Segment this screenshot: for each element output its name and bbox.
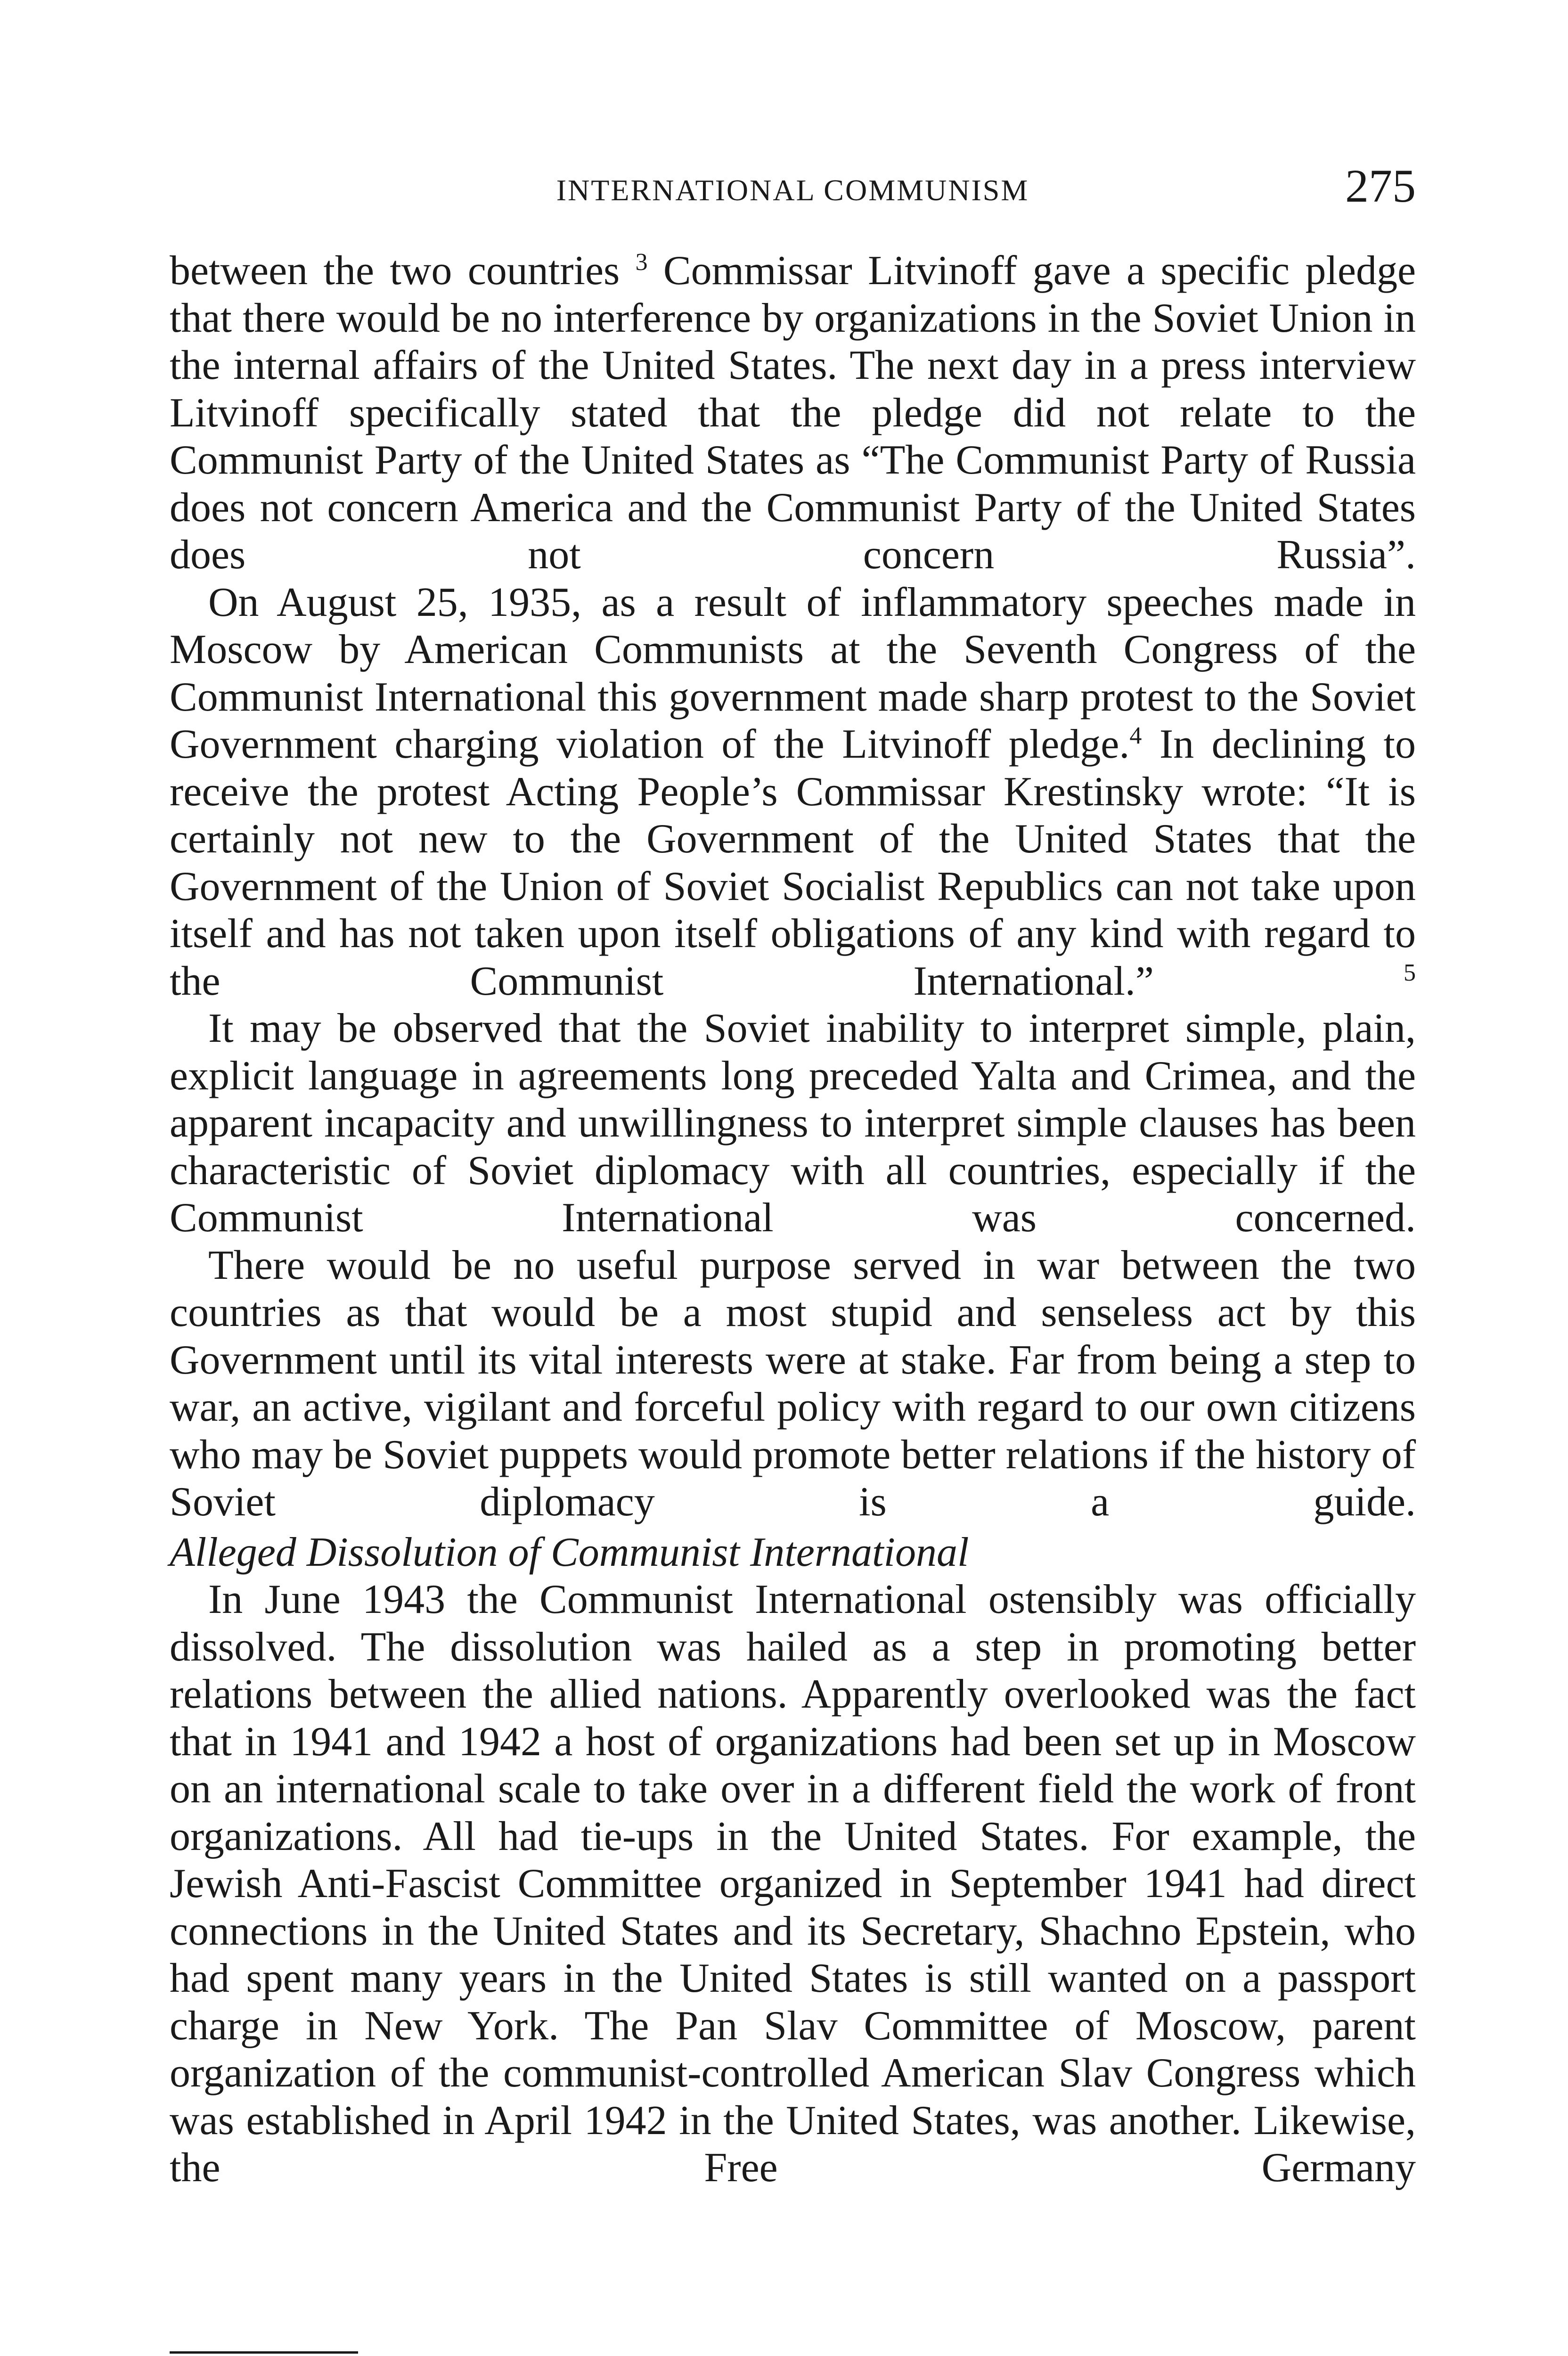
- footnote-rule: [170, 2351, 358, 2354]
- footnote-reference: 4: [1129, 722, 1142, 749]
- paragraph: There would be no useful purpose served in war between the two countries as that would be a most stupid and senseless act by this Government until its vital interests were at stake. Far from being a step to war, an active, vigilant and forceful policy with regard to our own citizens who may be Soviet puppets would promote better relations if the history of Soviet diplomacy is a guide.: [170, 1242, 1416, 1525]
- footnote-reference: 5: [1404, 959, 1416, 986]
- paragraph: It may be observed that the Soviet inability to interpret simple, plain, explicit language in agreements long preceded Yalta and Crimea, and the apparent incapacity and unwillingness to interpret simple clauses has been characteristic of Soviet diplomacy with all countries, especially if the Communist International was concerned.: [170, 1006, 1416, 1241]
- running-title: INTERNATIONAL COMMUNISM: [556, 173, 1029, 207]
- page-number: 275: [1345, 160, 1416, 212]
- body-text: [170, 247, 1416, 2192]
- paragraph: between the two countries $^3$ Commissar Litvinoff gave a specific pledge that there would be no interference by organizations in the Soviet Union in the internal affairs of the United States. The next day in a press interview Litvinoff specifically stated that the pledge did not relate to the Communist Party of the United States as “The Communist Party of Russia does not concern America and the Communist Party of the United States does not concern Russia”.: [170, 248, 1416, 578]
- paragraph: On August 25, 1935, as a result of inflammatory speeches made in Moscow by American Communists at the Seventh Congress of the Communist International this government made sharp protest to the Soviet Government charging violation of the Litvinoff pledge.$^4$ In declining to receive the protest Acting People’s Commissar Krestinsky wrote: “It is certainly not new to the Government of the United States that the Government of the Union of Soviet Socialist Republics can not take upon itself and has not taken upon itself obligations of any kind with regard to the Communist International.” $^5$: [170, 579, 1416, 1004]
- paragraph: In June 1943 the Communist International ostensibly was officially dissolved. The dissolution was hailed as a step in promoting better relations between the allied nations. Apparently overlooked was the fact that in 1941 and 1942 a host of organizations had been set up in Moscow on an international scale to take over in a different field the work of front organizations. All had tie-ups in the United States. For example, the Jewish Anti-Fascist Committee organized in September 1941 had direct connections in the United States and its Secretary, Shachno Epstein, who had spent many years in the United States is still wanted on a passport charge in New York. The Pan Slav Committee of Moscow, parent organization of the communist-controlled American Slav Congress which was established in April 1942 in the United States, was another. Likewise, the Free Germany: [170, 1577, 1416, 2191]
- footnote-reference: 3: [635, 249, 648, 276]
- running-head: [170, 160, 1416, 212]
- section-heading: Alleged Dissolution of Communist International: [170, 1529, 969, 1575]
